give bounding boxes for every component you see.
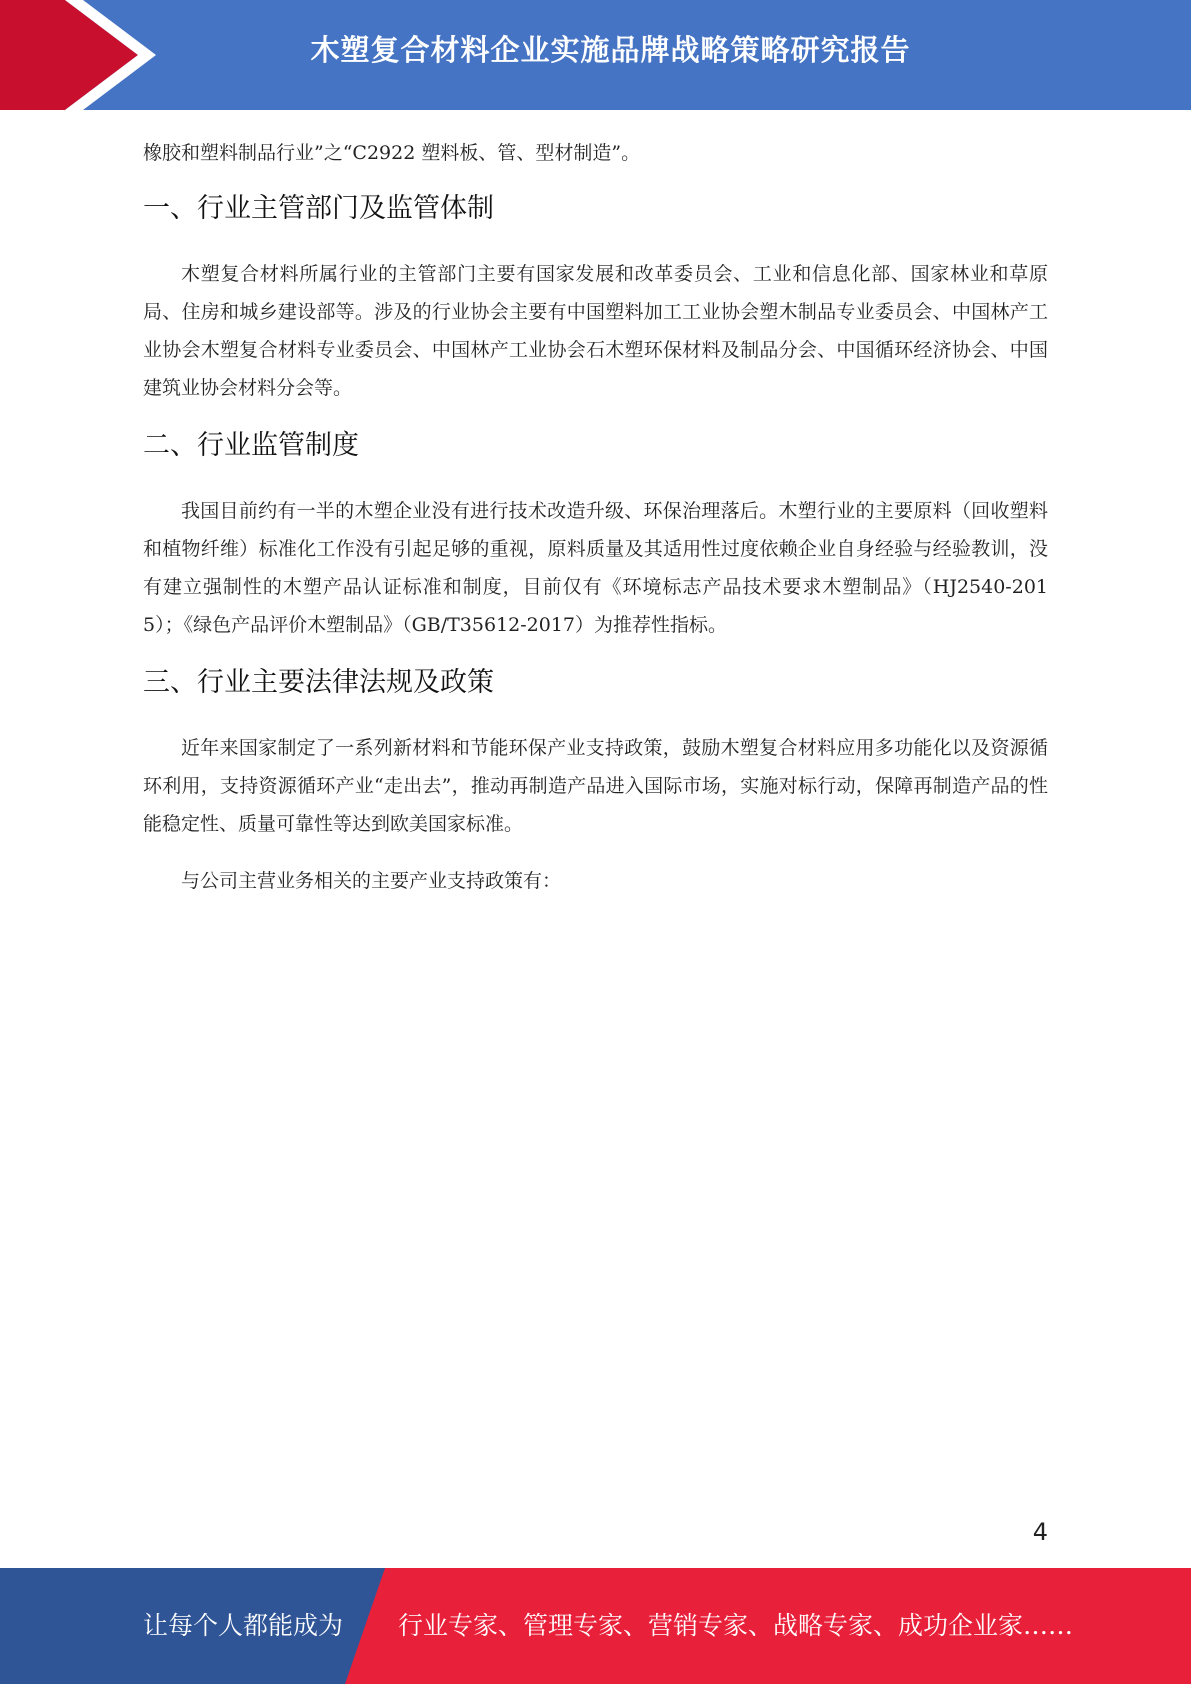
- footer-slogan-left: 让每个人都能成为: [143, 1611, 344, 1640]
- section-heading-3: 三、行业主要法律法规及政策: [143, 667, 494, 698]
- section-3-policy-intro: 与公司主营业务相关的主要产业支持政策有：: [181, 870, 562, 892]
- page-footer: [0, 1568, 1191, 1684]
- page-number: 4: [1032, 1518, 1048, 1546]
- section-1-paragraph: 木塑复合材料所属行业的主管部门主要有国家发展和改革委员会、工业和信息化部、国家林业和草原局、住房和城乡建设部等。涉及的行业协会主要有中国塑料加工工业协会塑木制品专业委员会、中国林产工业协会木塑复合材料专业委员会、中国林产工业协会石木塑环保材料及制品分会、中国循环经济协会、中国建筑业协会材料分会等。: [143, 263, 1048, 399]
- section-2-paragraph: 我国目前约有一半的木塑企业没有进行技术改造升级、环保治理落后。木塑行业的主要原料（回收塑料和植物纤维）标准化工作没有引起足够的重视，原料质量及其适用性过度依赖企业自身经验与经验教训，没有建立强制性的木塑产品认证标准和制度，目前仅有《环境标志产品技术要求木塑制品》（HJ2540-2015）；《绿色产品评价木塑制品》（GB/T35612-2017）为推荐性指标。: [143, 500, 1048, 636]
- footer-slogan-right: 行业专家、管理专家、营销专家、战略专家、成功企业家……: [398, 1611, 1074, 1640]
- section-heading-2: 二、行业监管制度: [143, 430, 359, 461]
- intro-paragraph: 橡胶和塑料制品行业”之“C2922 塑料板、管、型材制造”。: [143, 142, 641, 164]
- document-body: [143, 134, 1048, 900]
- section-heading-1: 一、行业主管部门及监管体制: [143, 193, 494, 224]
- page-header: [0, 0, 1191, 110]
- section-3-paragraph: 近年来国家制定了一系列新材料和节能环保产业支持政策，鼓励木塑复合材料应用多功能化以及资源循环利用，支持资源循环产业“走出去”，推动再制造产品进入国际市场，实施对标行动，保障再制造产品的性能稳定性、质量可靠性等达到欧美国家标准。: [143, 737, 1048, 835]
- report-title: 木塑复合材料企业实施品牌战略策略研究报告: [310, 33, 911, 67]
